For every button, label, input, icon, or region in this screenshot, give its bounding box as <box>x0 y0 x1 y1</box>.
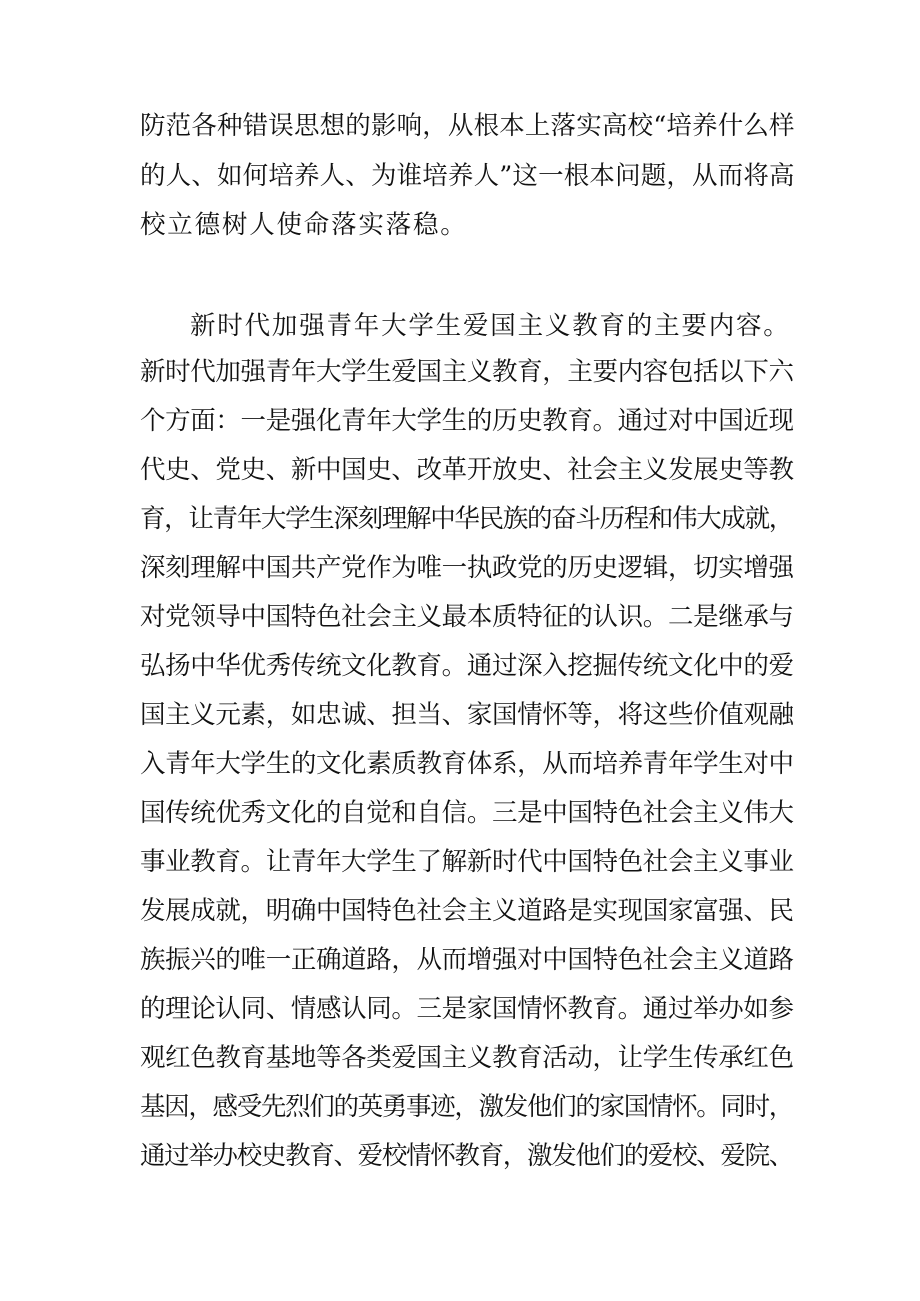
paragraph-2-line-4: 育，让青年大学生深刻理解中华民族的奋斗历程和伟大成就， <box>140 504 793 534</box>
paragraph-2-line-9: 入青年大学生的文化素质教育体系，从而培养青年学生对中 <box>140 749 794 779</box>
paragraph-2-line-6: 对党领导中国特色社会主义最本质特征的认识。二是继承与 <box>140 602 794 632</box>
section-heading: 新时代加强青年大学生爱国主义教育的主要内容。 <box>190 311 791 341</box>
paragraph-2-line-3: 代史、党史、新中国史、改革开放史、社会主义发展史等教 <box>140 455 794 485</box>
paragraph-2-line-15: 观红色教育基地等各类爱国主义教育活动，让学生传承红色 <box>140 1043 794 1073</box>
paragraph-2-line-14: 的理论认同、情感认同。三是家国情怀教育。通过举办如参 <box>140 994 794 1024</box>
paragraph-2-line-1: 新时代加强青年大学生爱国主义教育，主要内容包括以下六 <box>140 357 794 387</box>
paragraph-2-line-17: 通过举办校史教育、爱校情怀教育，激发他们的爱校、爱院、 <box>140 1141 793 1171</box>
paragraph-2-line-16: 基因，感受先烈们的英勇事迹，激发他们的家国情怀。同时， <box>140 1092 793 1122</box>
paragraph-1-line-1: 防范各种错误思想的影响，从根本上落实高校“培养什么样 <box>140 111 795 141</box>
paragraph-2-line-7: 弘扬中华优秀传统文化教育。通过深入挖掘传统文化中的爱 <box>140 651 794 681</box>
paragraph-2-line-8: 国主义元素，如忠诚、担当、家国情怀等，将这些价值观融 <box>140 700 794 730</box>
paragraph-2-line-2: 个方面：一是强化青年大学生的历史教育。通过对中国近现 <box>140 406 794 436</box>
paragraph-1-line-2: 的人、如何培养人、为谁培养人”这一根本问题，从而将高 <box>140 161 795 191</box>
paragraph-2-line-13: 族振兴的唯一正确道路，从而增强对中国特色社会主义道路 <box>140 945 794 975</box>
paragraph-2-line-11: 事业教育。让青年大学生了解新时代中国特色社会主义事业 <box>140 847 794 877</box>
paragraph-2-line-10: 国传统优秀文化的自觉和自信。三是中国特色社会主义伟大 <box>140 798 794 828</box>
paragraph-2-line-5: 深刻理解中国共产党作为唯一执政党的历史逻辑，切实增强 <box>140 553 794 583</box>
paragraph-2-line-12: 发展成就，明确中国特色社会主义道路是实现国家富强、民 <box>140 896 794 926</box>
paragraph-1-line-3: 校立德树人使命落实落稳。 <box>140 210 468 240</box>
